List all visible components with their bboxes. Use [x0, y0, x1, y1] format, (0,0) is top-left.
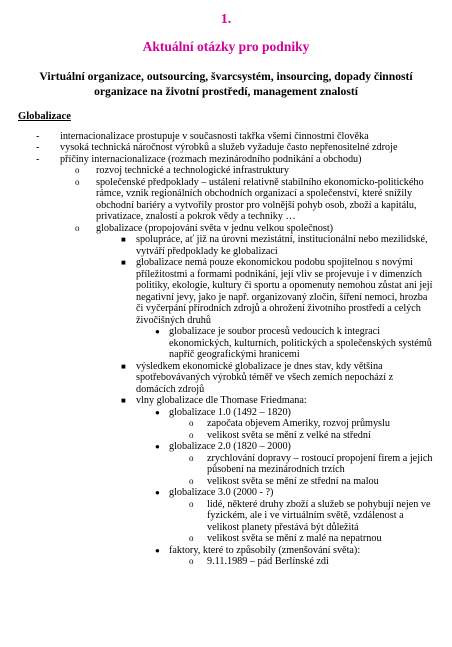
bullet-marker: ■ [121, 396, 126, 405]
list-item-text: globalizace (propojování světa v jednu velkou společnost) [96, 222, 334, 234]
bullet-marker: ● [155, 545, 160, 555]
list-item [18, 453, 434, 476]
list-item-text: velikost světa se mění z velké na střední [207, 429, 371, 441]
list-item-text: globalizace 2.0 (1820 – 2000) [169, 441, 291, 452]
list-item [18, 533, 434, 545]
section-heading: Globalizace [18, 111, 71, 122]
chapter-subtitle: Virtuální organizace, outsourcing, švarcsystém, insourcing, dopady činností organizace na životní prostředí, management znalostí [39, 70, 413, 98]
bullet-marker: o [75, 165, 80, 175]
list-item [18, 418, 434, 430]
bullet-marker: ● [155, 488, 160, 497]
list-item [18, 395, 434, 407]
bullet-marker: - [36, 130, 40, 142]
list-item-text: vysoká technická náročnost výrobků a služeb vyžaduje často nepřenositelné zdroje [60, 142, 398, 153]
chapter-title: Aktuální otázky pro podniky [142, 39, 310, 54]
list-item-text: velikost světa se mění ze střední na malou [207, 475, 379, 487]
list-item-text: internacionalizace prostupuje v současnosti takřka všemi činnostmi člověka [60, 130, 369, 142]
bullet-marker: ● [155, 442, 160, 451]
list-item-text: globalizace 1.0 (1492 – 1820) [169, 406, 291, 418]
list-item [18, 499, 434, 534]
list-item [18, 430, 434, 442]
list-item-text: 9.11.1989 – pád Berlínské zdi [207, 556, 329, 567]
bullet-marker: ■ [121, 258, 126, 267]
list-item-text: společenské předpoklady – ustálení relativně stabilního ekonomicko-politického rámce, vznik regionálních obchodních organizací a společenství, které snížily obchodní bariéry a vytvořily prostor pro volnější pohyb osob, zboží a kapitálu, privatizace, znalostí a pokrok vědy a techniky … [96, 176, 424, 222]
list-item [18, 361, 434, 396]
list-item-text: velikost světa se mění z malé na nepatrnou [207, 533, 382, 544]
list-item [18, 223, 434, 235]
list-item-text: zrychlování dopravy – rostoucí propojení firem a jejich působení na mezinárodních trzích [207, 452, 433, 475]
list-item [18, 407, 434, 419]
bullet-marker: ■ [121, 235, 126, 244]
bullet-marker: ● [155, 327, 160, 336]
bullet-marker: o [75, 222, 80, 233]
list-item-text: faktory, které to způsobily (zmenšování světa): [169, 544, 361, 556]
bullet-marker: o [189, 418, 194, 428]
list-item-text: lidé, některé druhy zboží a služeb se pohybují nejen ve fyzickém, ale i ve virtuálním světě, vzdálenost a velikost planety přestává být důležitá [207, 498, 431, 533]
list-item-text: započata objevem Ameriky, rozvoj průmyslu [207, 418, 390, 429]
list-item [18, 154, 434, 166]
list-item [18, 326, 434, 361]
list-item [18, 476, 434, 488]
list-item [18, 142, 434, 154]
list-item [18, 165, 434, 177]
list-item-text: příčiny internacionalizace (rozmach mezinárodního podnikání a obchodu) [60, 153, 362, 165]
list-item [18, 487, 434, 499]
bullet-marker: o [189, 533, 194, 543]
list-item-text: globalizace nemá pouze ekonomickou podobu spojitelnou s novými příležitostmi a formami podnikání, její vliv se projevuje i v dimenzích politiky, ekologie, kultury či sportu a opomenuty nemohou zůstat ani její negativní jevy, jako je např. organizovaný zločin, šíření nemoci, hrozba či vyčerpání přírodních zdrojů a ohrožení životního prostředí a celých živočišných druhů [136, 257, 433, 326]
bullet-marker: ■ [121, 361, 126, 371]
list-item [18, 545, 434, 557]
list-item [18, 441, 434, 453]
list-item-text: spolupráce, ať již na úrovni mezistátní, institucionální nebo mezilidské, vytváří předpoklady ke globalizaci [136, 234, 428, 257]
bullet-marker: o [189, 475, 194, 486]
list-item-text: globalizace 3.0 (2000 - ?) [169, 487, 274, 498]
list-item [18, 556, 434, 568]
chapter-number: 1. [220, 12, 232, 27]
list-item [18, 234, 434, 257]
bullet-marker: o [189, 556, 194, 566]
outline-list [18, 131, 434, 568]
list-item [18, 257, 434, 326]
bullet-marker: o [75, 176, 80, 187]
list-item-text: globalizace je soubor procesů vedoucích k integraci ekonomických, kulturních, politických a společenských systémů napříč geografickými hranicemi [169, 326, 432, 360]
list-item-text: rozvoj technické a technologické infrastruktury [96, 165, 289, 176]
list-item-text: vlny globalizace dle Thomase Friedmana: [136, 395, 307, 406]
bullet-marker: o [189, 452, 194, 463]
bullet-marker: - [36, 142, 40, 153]
bullet-marker: o [189, 429, 194, 440]
bullet-marker: o [189, 498, 194, 509]
list-item-text: výsledkem ekonomické globalizace je dnes stav, kdy většina spotřebovávaných výrobků téměř ve všech zemích nepochází z domácích zdrojů [136, 360, 394, 395]
list-item [18, 177, 434, 223]
list-item [18, 131, 434, 143]
bullet-marker: ● [155, 407, 160, 417]
bullet-marker: - [36, 153, 40, 165]
